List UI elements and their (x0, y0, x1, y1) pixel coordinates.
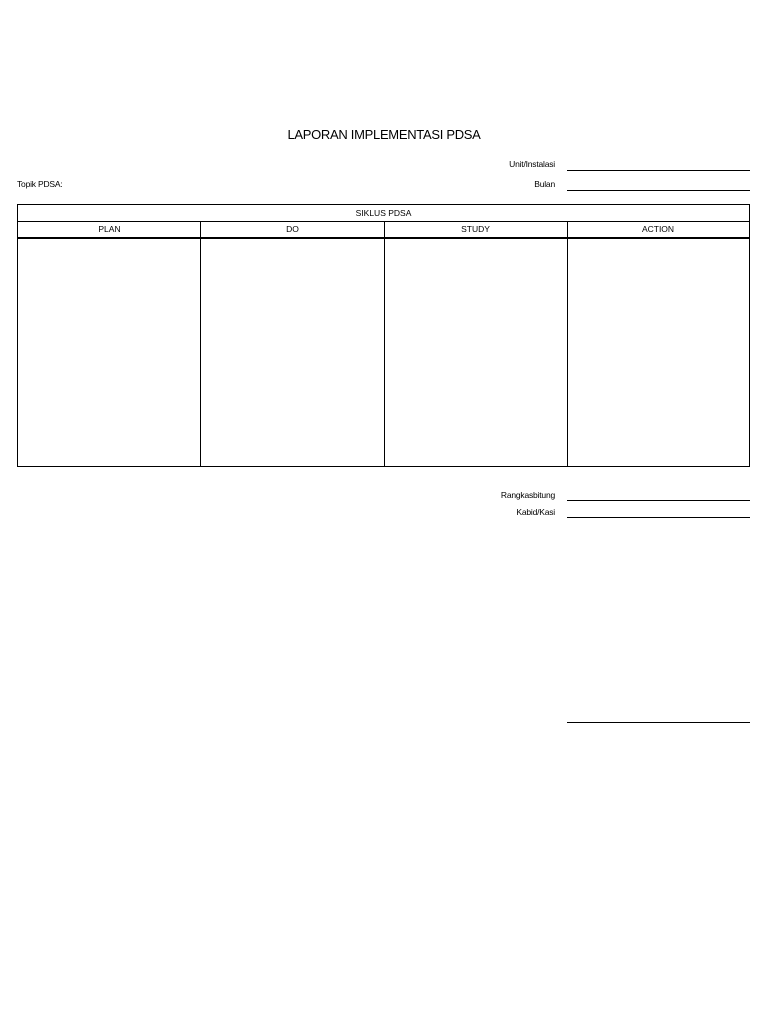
bulan-label: Bulan (534, 179, 555, 189)
column-header-study: STUDY (461, 224, 490, 234)
bulan-field-line[interactable] (567, 190, 750, 191)
column-header-action: ACTION (641, 224, 675, 234)
pdsa-table (17, 204, 750, 467)
column-header-plan: PLAN (98, 224, 121, 234)
place-label: Rangkasbitung (500, 490, 555, 500)
action-cell[interactable] (568, 239, 749, 466)
signature-line[interactable] (567, 722, 750, 723)
siklus-header: SIKLUS PDSA (18, 205, 749, 222)
unit-field-line[interactable] (567, 170, 750, 171)
topik-label: Topik PDSA: (17, 179, 63, 189)
unit-label: Unit/Instalasi (509, 159, 555, 169)
date-field-line[interactable] (567, 500, 750, 501)
role-label: Kabid/Kasi (516, 507, 555, 517)
do-cell[interactable] (201, 239, 384, 466)
column-header-do: DO (286, 224, 299, 234)
page-title: LAPORAN IMPLEMENTASI PDSA (287, 127, 481, 142)
study-cell[interactable] (385, 239, 567, 466)
role-field-line[interactable] (567, 517, 750, 518)
plan-cell[interactable] (18, 239, 200, 466)
